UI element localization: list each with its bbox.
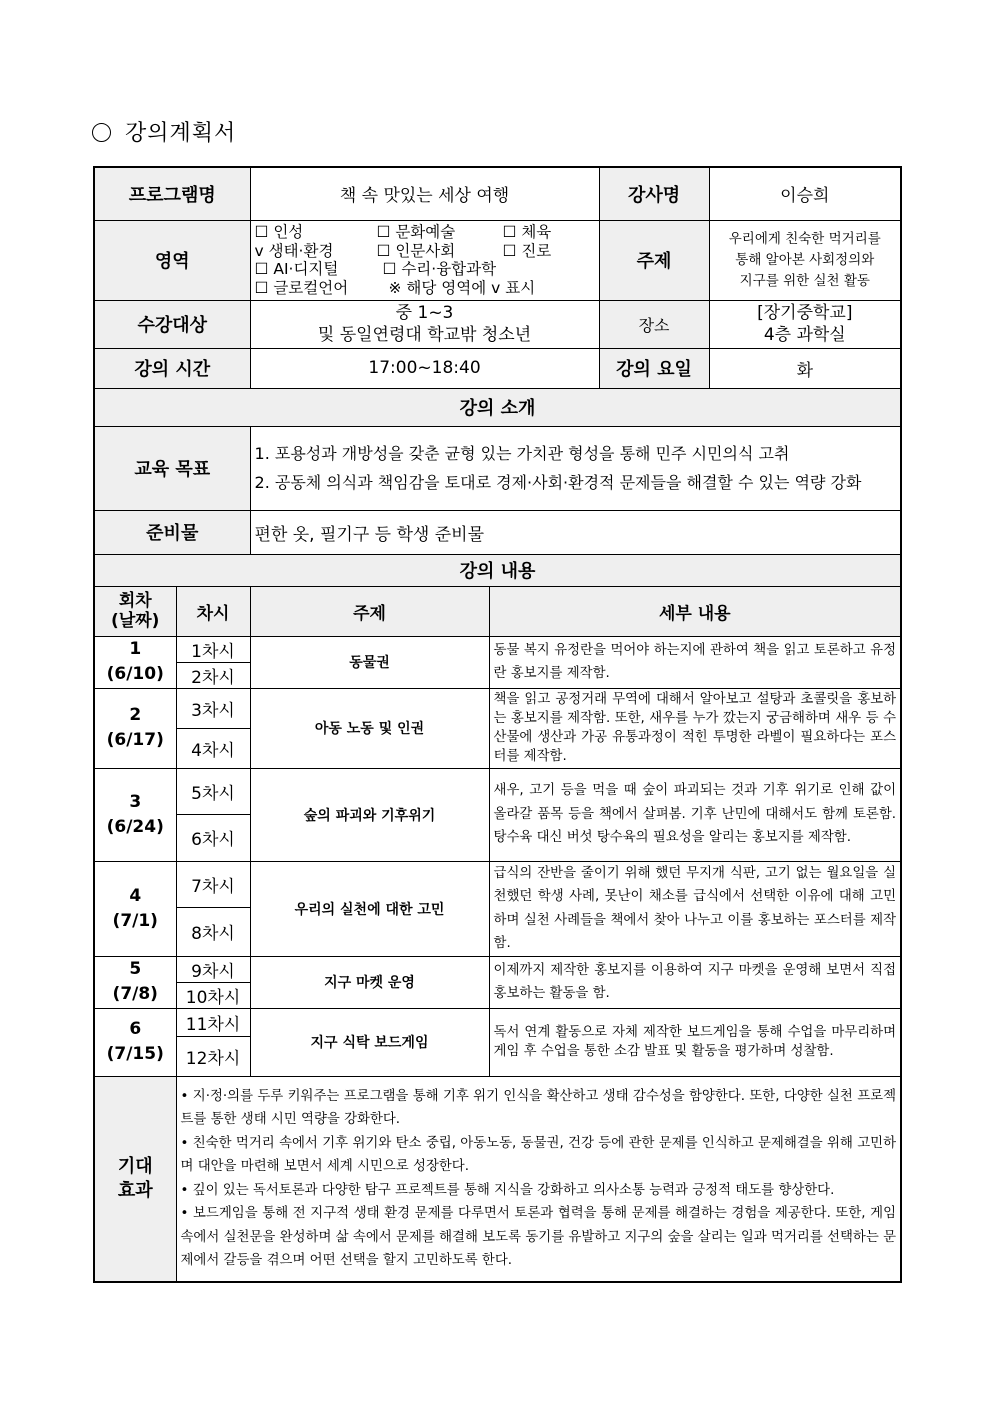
materials-label: 준비물 [94,510,250,554]
session-1-number: 1 [129,639,142,659]
goal-label: 교육 목표 [94,426,250,510]
session-1-topic: 동물권 [250,636,489,688]
session-4-detail: 급식의 잔반을 줄이기 위해 했던 무지개 식판, 고기 없는 월요일을 실천했던 학생 사례, 못난이 채소를 급식에서 선택한 이유에 대해 고민하며 실천 사례들을 책에서 찾아 나누고 이를 홍보하는 포스터를 제작함. [489,861,901,956]
time-value: 17:00~18:40 [250,348,599,388]
area-option-glocal-language[interactable]: ☐ 글로컬언어 [254,278,349,297]
theme-line-3: 지구를 위한 실천 활동 [739,272,870,289]
col-period-header: 차시 [176,586,250,636]
session-3-date: (6/24) [106,816,164,837]
theme-label: 주제 [599,220,709,300]
period-3: 3차시 [176,688,250,728]
effect-item-4: • 보드게임을 통해 전 지구적 생태 환경 문제를 다루면서 토론과 협력을 통해 문제를 해결하는 경험을 제공한다. 또한, 게임 속에서 실천문을 완성하며 삶 속에서 문제를 해결해 보도록 동기를 유발하고 지구의 숲을 살리는 일과 먹거리를 선택하는 문제에서 갈등을 겪으며 어떤 선택을 할지 고민하도록 한다. [180,1206,897,1269]
session-2-number: 2 [129,705,142,725]
area-option-character[interactable]: ☐ 인성 [254,223,304,241]
table-row [94,768,901,814]
session-4-number: 4 [129,885,142,906]
session-5-number: 5 [129,959,142,979]
session-2-topic: 아동 노동 및 인권 [250,688,489,768]
row-column-headers [94,586,901,636]
place-value [709,300,901,348]
period-7: 7차시 [176,861,250,908]
theme-value [709,220,901,300]
session-6-number: 6 [129,1019,142,1039]
period-11: 11차시 [176,1008,250,1036]
row-target [94,300,901,348]
lecture-plan-table [93,166,902,1283]
goal-value [250,426,901,510]
area-option-ai-digital[interactable]: ☐ AI·디지털 [254,260,339,278]
table-row [94,688,901,728]
period-1: 1차시 [176,636,250,662]
content-header: 강의 내용 [94,554,901,586]
row-effect [94,1076,901,1282]
target-label: 수강대상 [94,300,250,348]
session-5-topic: 지구 마켓 운영 [250,956,489,1008]
session-6-date: (7/15) [106,1044,164,1064]
col-session-line-1: 회차 [118,591,152,611]
area-option-arts[interactable]: ☐ 문화예술 [376,223,456,241]
session-2-date: (6/17) [106,730,164,750]
session-3-cell [94,768,176,861]
effect-item-3: • 깊이 있는 독서토론과 다양한 탐구 프로젝트를 통해 지식을 강화하고 의사소통 능력과 긍정적 태도를 향상한다. [180,1182,835,1198]
circle-bullet-icon [92,123,111,142]
row-time [94,348,901,388]
row-program [94,167,901,220]
place-line-2: 4층 과학실 [763,325,846,345]
effect-item-2: • 친숙한 먹거리 속에서 기후 위기와 탄소 중립, 아동노동, 동물권, 건강 등에 관한 문제를 인식하고 문제해결을 위해 고민하며 대안을 마련해 보면서 세계 시민으로 성장한다. [180,1135,897,1175]
session-5-detail: 이제까지 제작한 홍보지를 이용하여 지구 마켓을 운영해 보면서 직접 홍보하는 활동을 함. [489,956,901,1008]
table-row [94,1008,901,1036]
row-materials [94,510,901,554]
effect-label-line-2: 효과 [117,1179,153,1201]
area-note: ※ 해당 영역에 v 표시 [388,278,536,297]
period-2: 2차시 [176,662,250,688]
area-option-career[interactable]: ☐ 진로 [502,241,552,260]
session-2-cell [94,688,176,768]
day-label: 강의 요일 [599,348,709,388]
program-label: 프로그램명 [94,167,250,220]
place-label: 장소 [599,300,709,348]
col-session-header [94,586,176,636]
col-detail-header: 세부 내용 [489,586,901,636]
session-1-date: (6/10) [106,664,164,684]
target-value [250,300,599,348]
table-row [94,956,901,982]
program-value: 책 속 맛있는 세상 여행 [250,167,599,220]
session-5-cell [94,956,176,1008]
period-9: 9차시 [176,956,250,982]
area-row-1 [255,223,595,242]
col-topic-header: 주제 [250,586,489,636]
session-3-number: 3 [129,791,142,812]
effect-label [94,1076,176,1282]
effect-value [176,1076,901,1282]
effect-label-line-1: 기대 [117,1155,153,1177]
materials-value: 편한 옷, 필기구 등 학생 준비물 [250,510,901,554]
session-6-cell [94,1008,176,1076]
area-label: 영역 [94,220,250,300]
session-4-date: (7/1) [112,910,158,931]
target-line-2: 및 동일연령대 학교밖 청소년 [317,325,532,345]
col-session-line-2: (날짜) [111,611,160,631]
intro-header: 강의 소개 [94,388,901,426]
instructor-label: 강사명 [599,167,709,220]
place-line-1: [장기중학교] [757,303,853,323]
session-3-detail: 새우, 고기 등을 먹을 때 숲이 파괴되는 것과 기후 위기로 인해 값이 올라갈 품목 등을 책에서 살펴봄. 기후 난민에 대해서도 함께 토론함. 탕수육 대신 버섯 탕수육의 필요성을 알리는 홍보지를 제작함. [489,768,901,861]
document-title [92,116,236,147]
table-row [94,636,901,662]
row-goal [94,426,901,510]
session-1-cell [94,636,176,688]
effect-item-1: • 지·정·의를 두루 키워주는 프로그램을 통해 기후 위기 인식을 확산하고 생태 감수성을 함양한다. 또한, 다양한 실천 프로젝트를 통한 생태 시민 역량을 강화한다. [180,1088,897,1128]
target-line-1: 중 1~3 [395,303,454,323]
session-3-topic: 숲의 파괴와 기후위기 [250,768,489,861]
day-value: 화 [709,348,901,388]
session-1-detail: 동물 복지 유정란을 먹어야 하는지에 관하여 책을 읽고 토론하고 유정란 홍보지를 제작함. [489,636,901,688]
area-option-physical[interactable]: ☐ 체육 [502,223,552,241]
session-4-cell [94,861,176,956]
period-10: 10차시 [176,982,250,1008]
session-5-date: (7/8) [112,984,158,1004]
theme-line-2: 통해 알아본 사회정의와 [735,251,875,268]
time-label: 강의 시간 [94,348,250,388]
period-12: 12차시 [176,1036,250,1076]
instructor-value: 이승희 [709,167,901,220]
area-option-math-science[interactable]: ☐ 수리·융합과학 [382,260,497,278]
area-option-ecology[interactable]: v 생태·환경 [254,241,334,260]
table-row [94,861,901,908]
area-row-2 [255,242,595,261]
goal-item-2: 2. 공동체 의식과 책임감을 토대로 경제·사회·환경적 문제들을 해결할 수 있는 역량 강화 [254,473,862,492]
document-title-text: 강의계획서 [125,121,237,146]
row-area [94,220,901,300]
session-2-detail: 책을 읽고 공정거래 무역에 대해서 알아보고 설탕과 초콜릿을 홍보하는 홍보지를 제작함. 또한, 새우를 누가 깠는지 궁금해하며 새우 등 수산물에 생산과 가공 유통과정이 적힌 투명한 라벨이 필요하다는 포스터를 제작함. [489,688,901,768]
period-4: 4차시 [176,728,250,768]
row-content-header [94,554,901,586]
period-6: 6차시 [176,814,250,861]
period-5: 5차시 [176,768,250,814]
goal-item-1: 1. 포용성과 개방성을 갖춘 균형 있는 가치관 형성을 통해 민주 시민의식 고취 [254,444,790,463]
area-row-3 [255,260,595,279]
period-8: 8차시 [176,908,250,956]
row-intro-header [94,388,901,426]
theme-line-1: 우리에게 친숙한 먹거리를 [728,230,881,247]
area-checklist [250,220,599,300]
session-4-topic: 우리의 실천에 대한 고민 [250,861,489,956]
area-option-humanities[interactable]: ☐ 인문사회 [376,241,456,260]
session-6-topic: 지구 식탁 보드게임 [250,1008,489,1076]
area-row-4 [255,279,595,298]
session-6-detail: 독서 연계 활동으로 자체 제작한 보드게임을 통해 수업을 마무리하며 게임 후 수업을 통한 소감 발표 및 활동을 평가하며 성찰함. [489,1008,901,1076]
